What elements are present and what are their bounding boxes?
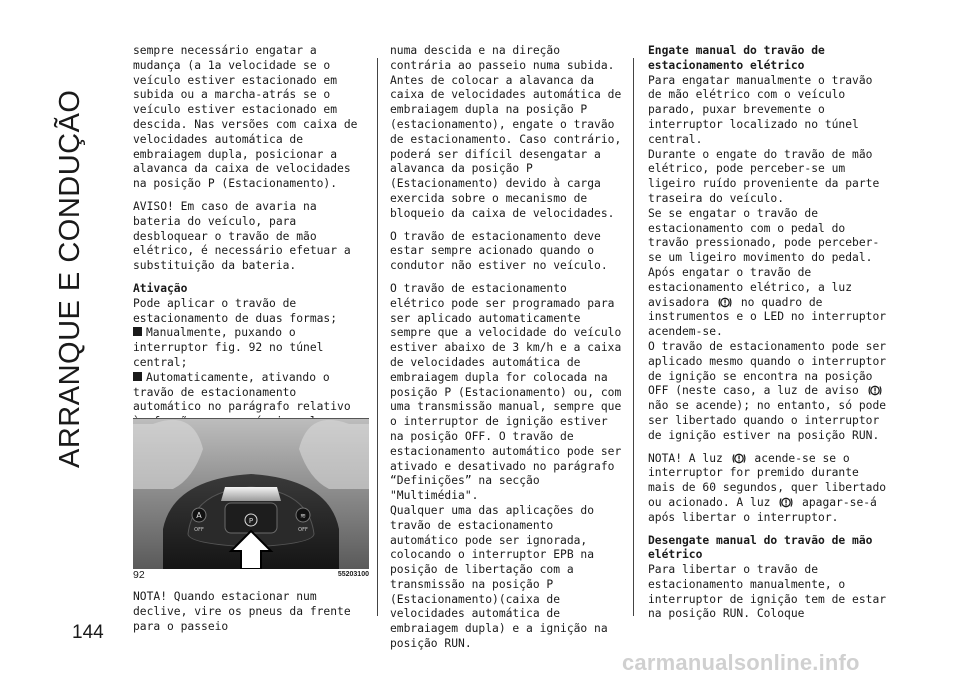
note-paragraph: NOTA! Quando estacionar num declive, vire os pneus da frente para o passeio [133,590,351,633]
paragraph: Para libertar o travão de estacionamento manualmente, o interruptor de ignição tem de estar na posição RUN. Coloque [648,563,887,621]
page-number: 144 [72,622,104,643]
paragraph: Durante o engate do travão de mão elétrico, pode perceber-se um ligeiro ruído proveniente da parte traseira do veículo. [648,147,880,205]
bullet-square-icon [133,327,142,336]
column-divider [633,58,634,616]
bullet-square-icon [133,372,142,381]
figure-caption [133,569,369,581]
column-1 [133,44,369,453]
paragraph: sempre necessário engatar a mudança (a 1a velocidade se o veículo estiver estacionado em subida ou a marcha-atrás se o veículo estiver estacionado em descida. Nas versões com caixa de velocidades automática de embraiagem dupla, posicionar a alavanca da caixa de velocidades na posição P (Estacionamento). [133,44,358,191]
watermark: carmanualsonline.info [622,650,860,675]
paragraph: numa descida e na direção contrária ao passeio numa subida. Antes de colocar a alavanca da caixa de velocidades automática de embraiagem dupla na posição P (estacionamento), engate o travão de estacionamento. Caso contrário, poderá ser difícil desengatar a alavanca da posição P (Estacionamento) devido à carga exercida sobre o mecanismo de bloqueio da caixa de velocidades. [390,44,622,220]
section-heading-manual-release: Desengate manual do travão de mão elétrico [648,533,873,562]
note-paragraph: NOTA! A luz acende-se se o interruptor for premido durante mais de 60 segundos, quer libertado ou acionado. A luz apagar-se-á após libertar o interruptor. [648,451,887,524]
paragraph: Pode aplicar o travão de estacionamento de duas formas; [133,296,338,325]
paragraph: Qualquer uma das aplicações do travão de estacionamento automático pode ser ignorada, colocando o interruptor EPB na posição de libertação com a transmissão na posição P (Estacionamento)(caixa de velocidades automática de embraiagem dupla) e a ignição na posição RUN. [390,503,608,651]
off-label: OFF [298,527,308,533]
svg-text:A: A [196,511,202,520]
column-3 [648,44,888,630]
list-item: Automaticamente, ativando o travão de estacionamento automático no parágrafo relativo [133,371,369,445]
brake-warning-icon [868,384,882,397]
paragraph: Se se engatar o travão de estacionamento com o pedal do travão pressionado, pode perceber-se um ligeiro movimento do pedal. [648,206,880,265]
section-heading-manual-engage: Engate manual do travão de estacionamento elétrico [648,44,825,72]
brake-warning-icon [779,496,793,509]
paragraph: O travão de estacionamento pode ser aplicado mesmo quando o interruptor de ignição se encontra na posição OFF (neste caso, a luz de aviso não se acende); no entanto, só pode ser libertado quando o interruptor de ignição estiver na posição RUN. [648,339,887,442]
parking-brake-switch-illustration [133,419,369,569]
column-divider [377,58,378,616]
off-label: OFF [194,527,204,533]
list-item: Manualmente, puxando o interruptor fig. 92 no túnel central; [133,326,324,369]
brake-warning-icon [732,452,746,465]
paragraph: O travão de estacionamento deve estar sempre acionado quando o condutor não estiver no veículo. [390,229,608,273]
paragraph: Após engatar o travão de estacionamento elétrico, a luz avisadora no quadro de instrumentos e o LED no interruptor acendem-se. [648,265,887,339]
chapter-title: ARRANQUE E CONDUÇÃO [54,89,86,468]
column-2 [390,44,625,660]
figure-parking-brake-switch [133,418,369,569]
figure-number: 92 [133,569,145,581]
svg-text:≋: ≋ [300,512,306,520]
section-heading-activation: Ativação [133,281,188,295]
parking-symbol: P [248,517,254,525]
paragraph: O travão de estacionamento elétrico pode ser programado para ser aplicado automaticamente sempre que a velocidade do veículo estiver abaixo de 3 km/h e a caixa de velocidades automática de embraiagem dupla for colocada na posição P (Estacionamento) ou, com uma transmissão manual, sempre que o interruptor de ignição estiver na posição OFF. O travão de estacionamento automático pode ser ativado e desativado no parágrafo “Definições” na secção "Multimédia". [390,281,622,503]
brake-warning-icon [718,296,732,309]
paragraph: Para engatar manualmente o travão de mão elétrico com o veículo parado, puxar brevemente o interruptor localizado no túnel central. [648,73,873,146]
figure-code: 55203100 [337,571,369,578]
warning-paragraph: AVISO! Em caso de avaria na bateria do veículo, para desbloquear o travão de mão elétrico, é necessário efetuar a substituição da bateria. [133,199,351,273]
